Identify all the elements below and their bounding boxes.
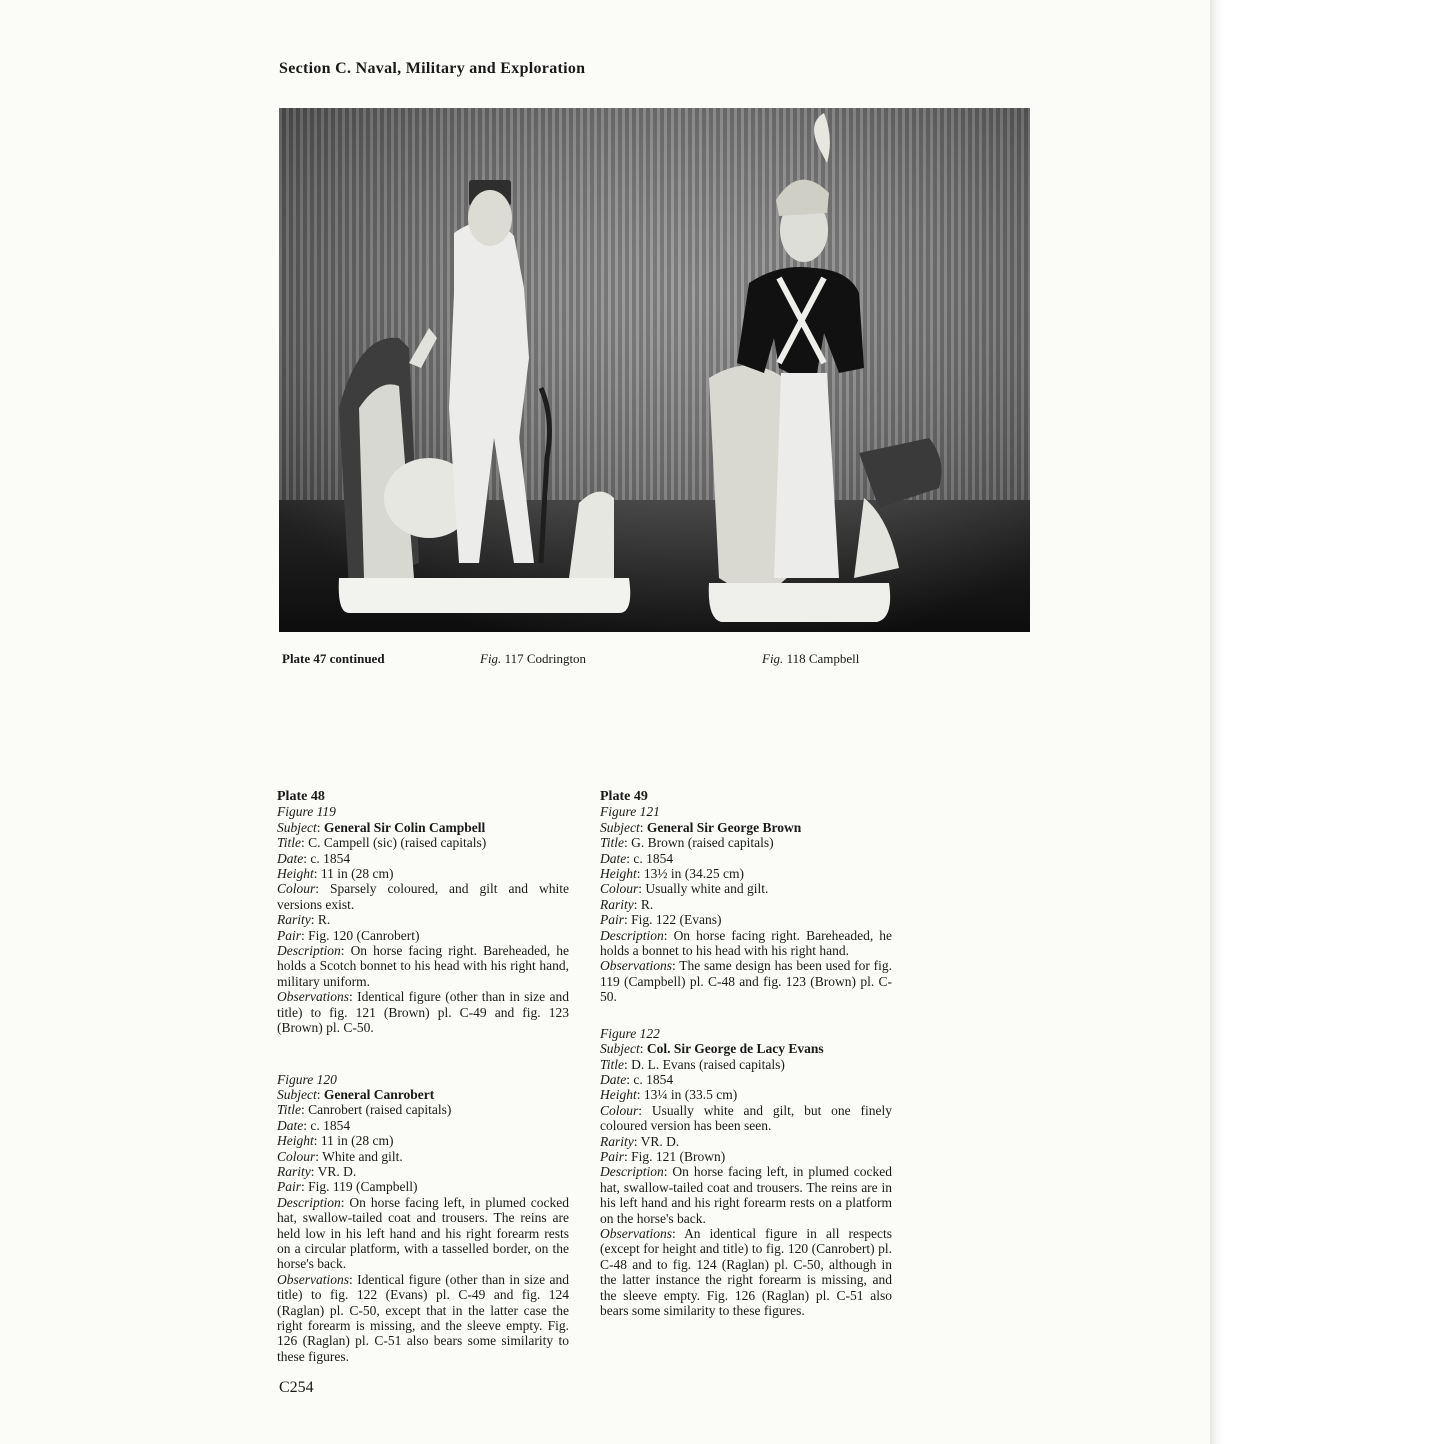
height-line: Height: 13½ in (34.25 cm) <box>600 866 745 882</box>
entry-figure-122 <box>600 1026 892 1319</box>
figurines-photo-svg <box>279 108 1030 632</box>
entry-figure-121 <box>600 804 892 1004</box>
subject-line: Subject: General Sir Colin Campbell <box>277 819 486 835</box>
plate-photograph <box>279 108 1030 632</box>
description-line: Description: On horse facing left, in plumed cocked hat, swallow-tailed coat and trousers. The reins are in his left hand and his right forearm rests on a platform on the horse's back. <box>600 1164 892 1226</box>
colour-line: Colour: Usually white and gilt, but one finely coloured version has been seen. <box>600 1102 892 1134</box>
page-edge-shadow <box>1210 0 1445 1444</box>
rarity-line: Rarity: R. <box>277 912 331 928</box>
date-line: Date: c. 1854 <box>600 1071 674 1087</box>
rarity-line: Rarity: R. <box>600 896 654 912</box>
height-line: Height: 11 in (28 cm) <box>277 866 394 882</box>
observations-line: Observations: Identical figure (other than in size and title) to fig. 122 (Evans) pl. C-49 and fig. 124 (Raglan) pl. C-50, except that in the latter case the right forearm is missing, and the sleeve empty. Fig. 126 (Raglan) pl. C-51 also bears some similarity to these figures. <box>277 1271 569 1364</box>
pair-line: Pair: Fig. 121 (Brown) <box>600 1148 726 1164</box>
subject-line: Subject: General Sir George Brown <box>600 819 802 835</box>
colour-line: Colour: Sparsely coloured, and gilt and white versions exist. <box>277 881 569 912</box>
description-line: Description: On horse facing right. Bareheaded, he holds a Scotch bonnet to his head with his right hand, military uniform. <box>277 943 569 989</box>
observations-line: Observations: The same design has been used for fig. 119 (Campbell) pl. C-48 and fig. 123 (Brown) pl. C-50. <box>600 958 892 1005</box>
caption-fig-prefix: Fig. <box>762 651 784 666</box>
section-header: Section C. Naval, Military and Exploration <box>279 60 586 77</box>
title-line: Title: G. Brown (raised capitals) <box>600 835 774 851</box>
date-line: Date: c. 1854 <box>600 850 674 866</box>
plate-49-heading: Plate 49 <box>600 789 648 804</box>
description-line: Description: On horse facing left, in plumed cocked hat, swallow-tailed coat and trousers. The reins are held low in his left hand and his right forearm rests on a circular platform, with a tasselled border, on the horse's back. <box>277 1194 569 1272</box>
height-line: Height: 11 in (28 cm) <box>277 1133 394 1149</box>
date-line: Date: c. 1854 <box>277 850 351 866</box>
entry-figure-119 <box>277 804 569 1035</box>
entry-figure-120 <box>277 1072 569 1365</box>
figure-number: Figure 121 <box>600 804 660 820</box>
title-line: Title: D. L. Evans (raised capitals) <box>600 1056 785 1072</box>
caption-plate-47: Plate 47 continued <box>282 651 385 666</box>
title-line: Title: Canrobert (raised capitals) <box>277 1102 452 1118</box>
observations-line: Observations: Identical figure (other than in size and title) to fig. 121 (Brown) pl. C-49 and fig. 123 (Brown) pl. C-50. <box>277 989 569 1036</box>
caption-fig-118 <box>762 651 859 667</box>
caption-fig-prefix: Fig. <box>480 651 502 666</box>
caption-fig-text: 118 Campbell <box>786 651 860 666</box>
colour-line: Colour: Usually white and gilt. <box>600 881 769 897</box>
pair-line: Pair: Fig. 119 (Campbell) <box>277 1179 418 1195</box>
figure-number: Figure 120 <box>277 1071 337 1087</box>
height-line: Height: 13¼ in (33.5 cm) <box>600 1087 738 1103</box>
title-line: Title: C. Campell (sic) (raised capitals) <box>277 835 487 851</box>
rarity-line: Rarity: VR. D. <box>600 1133 680 1149</box>
description-line: Description: On horse facing right. Bareheaded, he holds a bonnet to his head with his right hand. <box>600 927 892 959</box>
pair-line: Pair: Fig. 122 (Evans) <box>600 912 722 928</box>
column-left <box>277 789 569 1364</box>
plate-48-heading: Plate 48 <box>277 789 325 804</box>
caption-fig-117 <box>480 651 586 667</box>
observations-line: Observations: An identical figure in all respects (except for height and title) to fig. 120 (Canrobert) pl. C-48 and to fig. 124 (Raglan) pl. C-50, although in the latter instance the right forearm is missing, and the sleeve empty. Fig. 126 (Raglan) pl. C-51 also bears some similarity to these figures. <box>600 1225 892 1318</box>
pair-line: Pair: Fig. 120 (Canrobert) <box>277 927 420 943</box>
subject-line: Subject: General Canrobert <box>277 1086 435 1102</box>
figure-number: Figure 119 <box>277 804 336 820</box>
colour-line: Colour: White and gilt. <box>277 1148 403 1164</box>
page-number: C254 <box>279 1379 314 1396</box>
caption-fig-text: 117 Codrington <box>504 651 587 666</box>
date-line: Date: c. 1854 <box>277 1117 351 1133</box>
subject-line: Subject: Col. Sir George de Lacy Evans <box>600 1041 824 1057</box>
column-right <box>600 789 892 1318</box>
figure-number: Figure 122 <box>600 1025 660 1041</box>
rarity-line: Rarity: VR. D. <box>277 1163 357 1179</box>
